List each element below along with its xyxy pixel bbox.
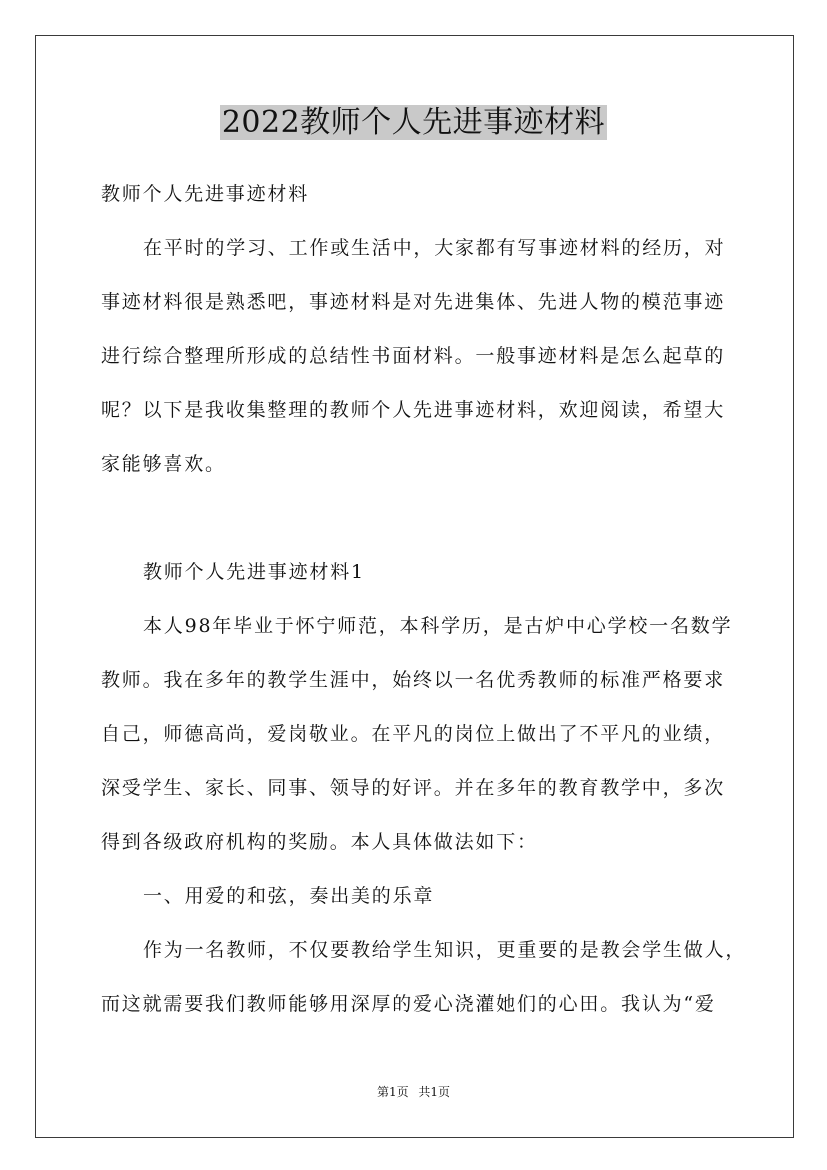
page-number: 第1页: [376, 1085, 409, 1099]
document-body: [101, 167, 747, 1031]
paragraph-line: 在平时的学习、工作或生活中，大家都有写事迹材料的经历，对: [143, 237, 726, 259]
document-title: [0, 104, 827, 142]
paragraph-line: 自己，师德高尚，爱岗敬业。在平凡的岗位上做出了不平凡的业绩，: [101, 723, 726, 745]
paragraph-line: 深受学生、家长、同事、领导的好评。并在多年的教育教学中，多次: [101, 777, 726, 799]
section-subheading: 一、用爱的和弦，奏出美的乐章: [143, 885, 435, 907]
paragraph-line: 得到各级政府机构的奖励。本人具体做法如下：: [101, 831, 538, 853]
paragraph-line: 而这就需要我们教师能够用深厚的爱心浇灌她们的心田。我认为“爱: [101, 993, 716, 1015]
paragraph-line: 本人98年毕业于怀宁师范，本科学历，是古炉中心学校一名数学: [143, 615, 733, 637]
paragraph-line: 教师。我在多年的教学生涯中，始终以一名优秀教师的标准严格要求: [101, 669, 726, 691]
paragraph-line: 事迹材料很是熟悉吧，事迹材料是对先进集体、先进人物的模范事迹: [101, 291, 726, 313]
paragraph-line: 作为一名教师，不仅要教给学生知识，更重要的是教会学生做人，: [143, 939, 747, 961]
paragraph-line: 呢？以下是我收集整理的教师个人先进事迹材料，欢迎阅读，希望大: [101, 399, 726, 421]
blank-line: [101, 491, 741, 545]
page-total: 共1页: [418, 1085, 451, 1099]
document-title-text: 2022教师个人先进事迹材料: [221, 105, 606, 140]
paragraph-line: 进行综合整理所形成的总结性书面材料。一般事迹材料是怎么起草的: [101, 345, 726, 367]
page-footer: [0, 1083, 827, 1101]
section-heading: 教师个人先进事迹材料1: [143, 561, 365, 583]
intro-heading: 教师个人先进事迹材料: [101, 183, 310, 205]
paragraph-line: 家能够喜欢。: [101, 453, 226, 475]
